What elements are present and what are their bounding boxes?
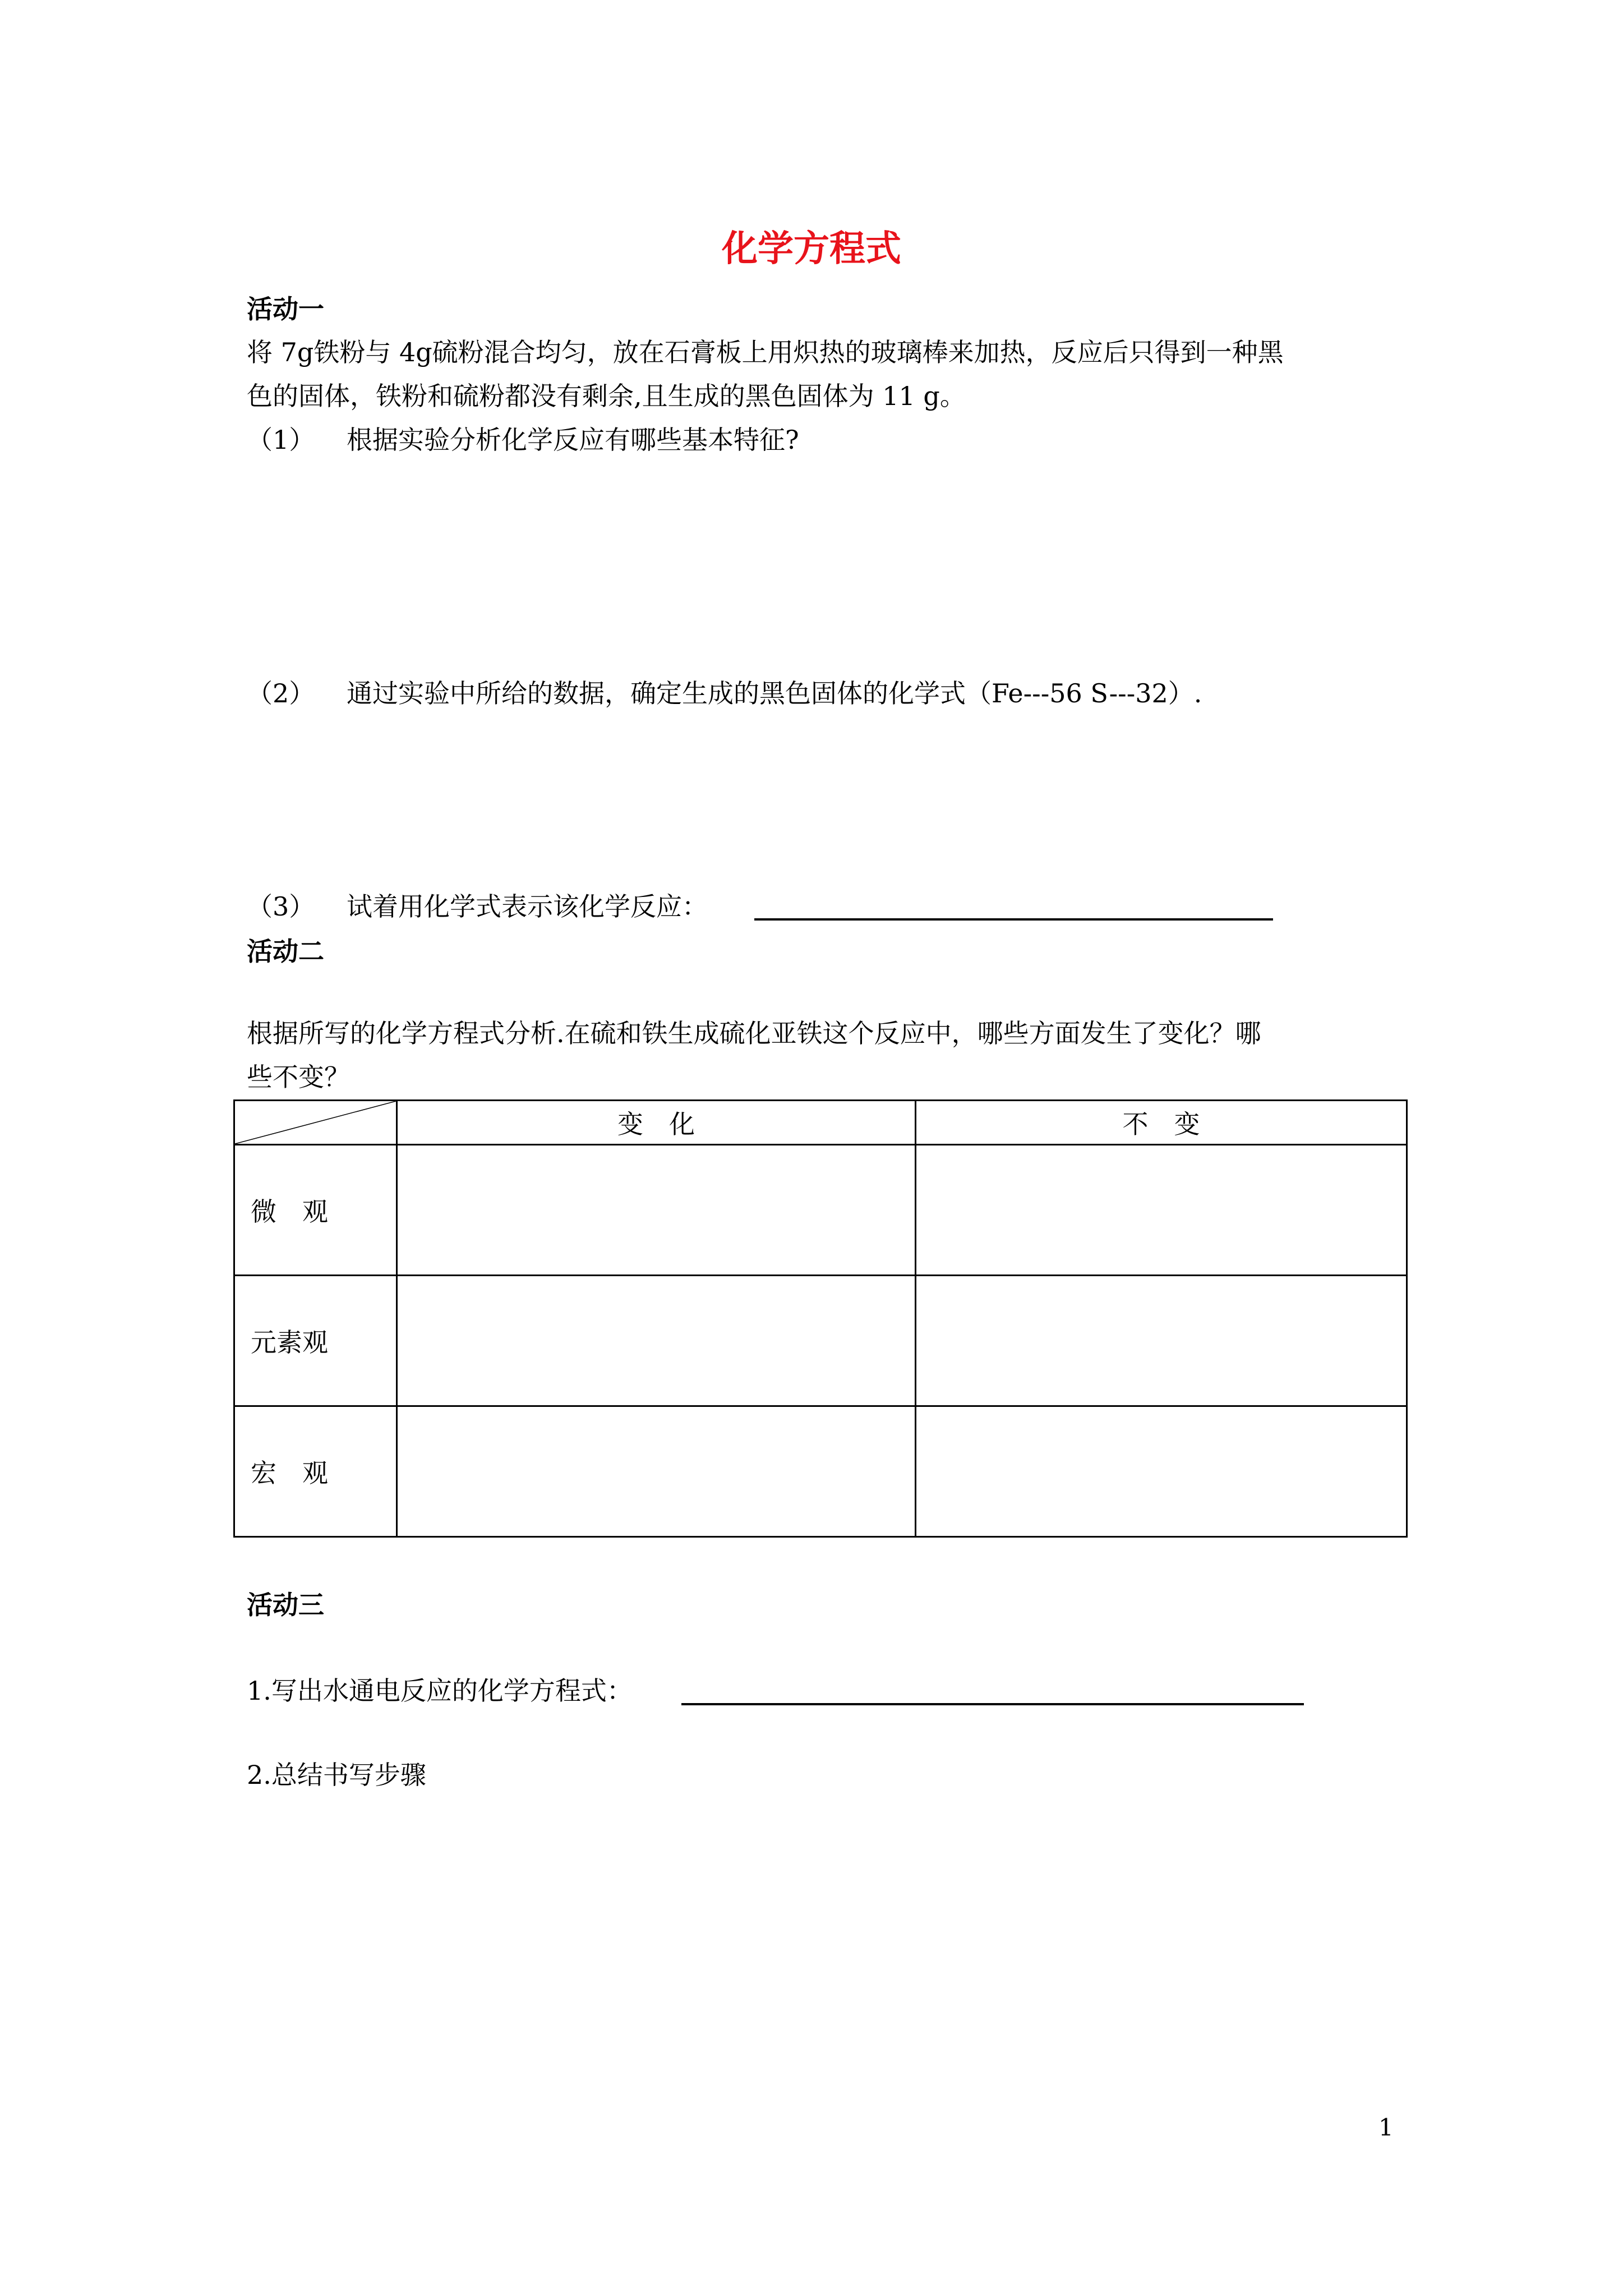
activity2-intro-line2: 些不变？ xyxy=(247,1062,350,1092)
column-header-nochange: 不 变 xyxy=(916,1101,1407,1145)
question1-text: 根据实验分析化学反应有哪些基本特征? xyxy=(347,425,799,455)
question3-answer-line[interactable] xyxy=(754,918,1273,921)
item1-answer-line[interactable] xyxy=(681,1703,1304,1705)
activity3-item2: 2.总结书写步骤 xyxy=(247,1760,426,1790)
row-label-micro: 微 观 xyxy=(234,1145,397,1276)
cell-element-change[interactable] xyxy=(397,1276,916,1406)
question3-number: （3） xyxy=(247,891,315,922)
change-table xyxy=(233,1099,1408,1538)
row-label-macro: 宏 观 xyxy=(234,1406,397,1537)
question1-number: （1） xyxy=(247,425,315,455)
activity3-item1: 1.写出水通电反应的化学方程式： xyxy=(247,1676,633,1706)
table-header-row xyxy=(234,1101,1407,1145)
question3-text: 试着用化学式表示该化学反应： xyxy=(347,891,708,922)
activity1-heading: 活动一 xyxy=(247,294,324,324)
table-row xyxy=(234,1145,1407,1276)
activity1-intro-line2: 色的固体，铁粉和硫粉都没有剩余,且生成的黑色固体为 11 g。 xyxy=(247,381,966,411)
diagonal-header-cell xyxy=(234,1101,397,1145)
question2-number: （2） xyxy=(247,678,315,708)
activity2-heading: 活动二 xyxy=(247,936,324,967)
column-header-change: 变 化 xyxy=(397,1101,916,1145)
cell-micro-change[interactable] xyxy=(397,1145,916,1276)
page-number: 1 xyxy=(1378,2114,1394,2141)
question2-text: 通过实验中所给的数据，确定生成的黑色固体的化学式（Fe---56 S---32）. xyxy=(347,678,1202,708)
activity2-intro-line1: 根据所写的化学方程式分析.在硫和铁生成硫化亚铁这个反应中，哪些方面发生了变化？哪 xyxy=(247,1018,1261,1048)
cell-macro-change[interactable] xyxy=(397,1406,916,1537)
diagonal-line xyxy=(235,1101,396,1144)
page-title: 化学方程式 xyxy=(722,228,901,270)
cell-macro-nochange[interactable] xyxy=(916,1406,1407,1537)
row-label-element: 元素观 xyxy=(234,1276,397,1406)
activity3-heading: 活动三 xyxy=(247,1590,324,1620)
cell-micro-nochange[interactable] xyxy=(916,1145,1407,1276)
cell-element-nochange[interactable] xyxy=(916,1276,1407,1406)
table-row xyxy=(234,1276,1407,1406)
table-row xyxy=(234,1406,1407,1537)
activity1-intro-line1: 将 7g铁粉与 4g硫粉混合均匀，放在石膏板上用炽热的玻璃棒来加热，反应后只得到一种黑 xyxy=(247,337,1284,367)
